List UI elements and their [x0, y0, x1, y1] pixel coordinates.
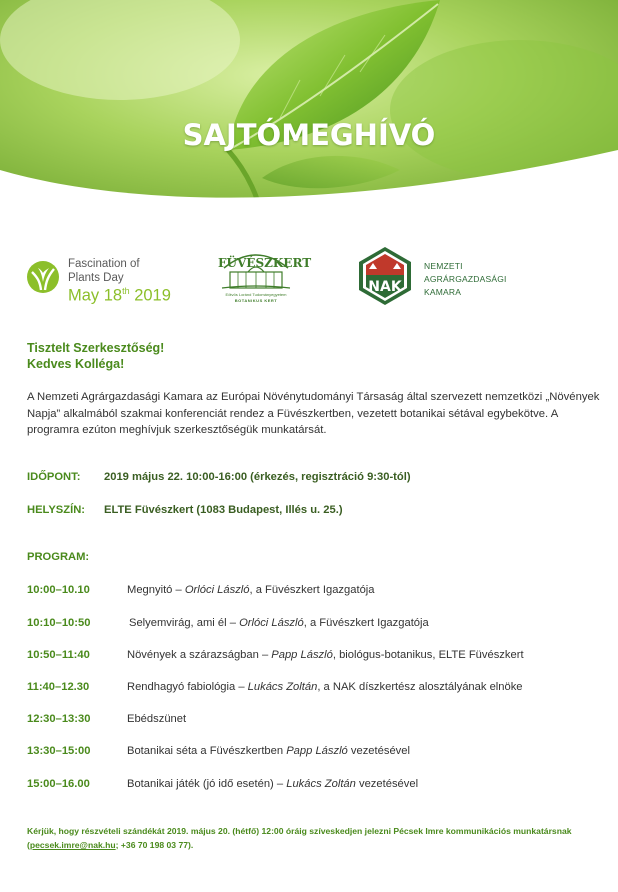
fuveszkert-logo: [218, 248, 312, 310]
footer-text: Kérjük, hogy részvételi szándékát 2019. május 20. (hétfő) 12:00 óráig szíveskedjen jelezni Pécsek Imre kommunikációs munkatársnak (: [27, 826, 572, 850]
fuveszkert-title: FÜVÉSZKERT: [218, 256, 312, 270]
program-time: 12:30–13:30: [27, 713, 91, 725]
hero-banner: [0, 0, 618, 215]
program-desc-pre: Növények a szárazságban –: [127, 649, 272, 661]
program-description: [127, 778, 418, 790]
program-speaker: Lukács Zoltán: [286, 778, 356, 790]
program-description: [127, 584, 375, 596]
fop-line2: Plants Day: [68, 272, 124, 284]
program-desc-pre: Botanikai játék (jó idő esetén) –: [127, 778, 287, 790]
program-time: 13:30–15:00: [27, 745, 91, 757]
footer-phone-text: ; +36 70 198 03 77).: [115, 840, 194, 850]
program-time: 10:10–10:50: [27, 617, 91, 629]
leaf-background-image: [0, 0, 618, 215]
program-description: [127, 745, 410, 757]
nak-line3: KAMARA: [424, 287, 462, 297]
program-description: [127, 713, 186, 725]
program-desc-post: , a NAK díszkertész alosztályának elnöke: [317, 681, 523, 693]
greeting: [27, 340, 587, 372]
program-desc-pre: Megnyitó –: [127, 584, 185, 596]
fascination-of-plants-day-logo: [26, 254, 196, 304]
time-label: IDŐPONT:: [27, 471, 81, 483]
program-desc-pre: Ebédszünet: [127, 713, 187, 725]
program-heading: PROGRAM:: [27, 551, 90, 563]
nak-line1: NEMZETI: [424, 261, 463, 271]
contact-email-link[interactable]: pecsek.imre@nak.hu: [29, 840, 116, 850]
program-desc-post: vezetésével: [355, 778, 419, 790]
time-value: 2019 május 22. 10:00-16:00 (érkezés, regisztráció 9:30-tól): [104, 471, 411, 483]
program-speaker: Orlóci László: [239, 617, 304, 629]
place-label: HELYSZÍN:: [27, 504, 86, 516]
nak-shield-icon: [355, 245, 415, 307]
place-value: ELTE Füvészkert (1083 Budapest, Illés u. 25.): [104, 504, 343, 516]
fuveszkert-subtitle: Eötvös Loránd Tudományegyetem: [225, 292, 287, 297]
fop-date-sup: th: [122, 286, 130, 296]
program-time: 11:40–12.30: [27, 681, 90, 693]
fop-line1: Fascination of: [68, 258, 140, 270]
program-time: 15:00–16.00: [27, 778, 90, 790]
greeting-line1: Tisztelt Szerkesztőség!: [27, 341, 165, 355]
program-description: [127, 681, 523, 693]
program-speaker: Papp László: [271, 649, 333, 661]
program-speaker: Orlóci László: [184, 584, 250, 596]
fop-date: [68, 286, 171, 306]
program-desc-pre: Selyemvirág, ami él –: [129, 617, 240, 629]
nak-logo: [355, 245, 515, 307]
program-speaker: Papp László: [286, 745, 348, 757]
nak-line2: AGRÁRGAZDASÁGI: [424, 274, 507, 284]
fop-date-main: May 18: [68, 286, 123, 305]
program-desc-post: , biológus-botanikus, ELTE Füvészkert: [332, 649, 524, 661]
program-speaker: Lukács Zoltán: [247, 681, 318, 693]
program-desc-pre: Rendhagyó fabiológia –: [127, 681, 248, 693]
program-description: [127, 649, 524, 661]
program-time: 10:50–11:40: [27, 649, 90, 661]
fop-date-year: 2019: [129, 286, 171, 305]
program-desc-post: , a Füvészkert Igazgatója: [303, 617, 429, 629]
fuveszkert-subtitle2: BOTANIKUS KERT: [234, 298, 278, 303]
program-desc-post: , a Füvészkert Igazgatója: [249, 584, 375, 596]
page-title: SAJTÓMEGHÍVÓ: [182, 118, 436, 152]
program-desc-post: vezetésével: [347, 745, 410, 757]
program-description: [129, 617, 429, 629]
rsvp-footer: [27, 824, 587, 852]
intro-paragraph: A Nemzeti Agrárgazdasági Kamara az Európai Növénytudományi Társaság által szervezett nemzetközi „Növények Napja” alkalmából szakmai konferenciát rendez a Füvészkertben, vezetett botanikai sétával egybekötve. A programra ezúton meghívjuk szerkesztőségük munkatársát.: [27, 391, 600, 436]
program-time: 10:00–10.10: [27, 584, 90, 596]
nak-badge-text: NAK: [368, 279, 402, 295]
partner-logos: [0, 240, 618, 310]
greeting-line2: Kedves Kolléga!: [27, 357, 125, 371]
plant-bud-icon: [26, 260, 62, 294]
program-desc-pre: Botanikai séta a Füvészkertben: [127, 745, 287, 757]
